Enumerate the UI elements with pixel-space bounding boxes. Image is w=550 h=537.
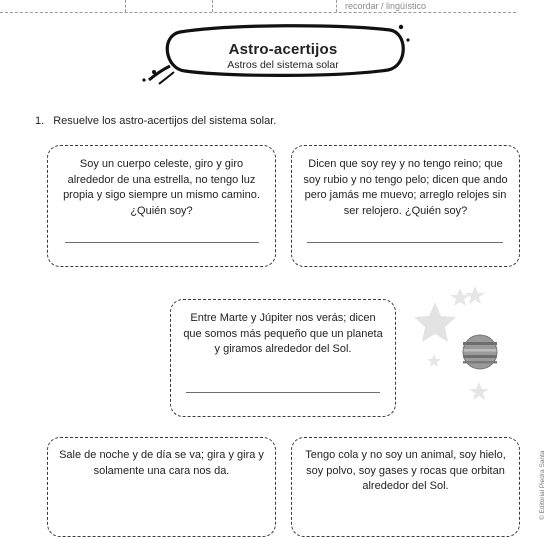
header-divider — [125, 0, 126, 12]
answer-line-1[interactable] — [65, 242, 259, 243]
header-divider — [212, 0, 213, 12]
stars-planet-illustration — [410, 282, 520, 412]
star-icon — [450, 288, 470, 306]
header-skill-note: recordar / lingüístico — [345, 1, 427, 11]
answer-line-3[interactable] — [186, 392, 380, 393]
star-icon — [414, 302, 456, 342]
header-rule — [0, 12, 516, 13]
riddle-text-1: Soy un cuerpo celeste, giro y giro alrededor de una estrella, no tengo luz propia y sigo siempre un mismo camino. ¿Quién soy? — [63, 158, 260, 217]
star-icon — [469, 382, 489, 400]
page-title: Astro-acertijos — [228, 41, 338, 58]
star-icon — [465, 286, 485, 304]
publisher-credit: © Editorial Piedra Santa — [539, 450, 546, 520]
star-icon — [427, 354, 441, 367]
page-subtitle: Astros del sistema solar — [227, 59, 339, 71]
answer-line-2[interactable] — [307, 242, 503, 243]
planet-icon — [463, 335, 497, 369]
instruction — [35, 115, 276, 127]
header-divider — [336, 0, 337, 12]
riddle-text-2: Dicen que soy rey y no tengo reino; que soy rubio y no tengo pelo; dicen que ando pero jamás me muevo; arreglo relojes sin ser relojero. ¿Quién soy? — [303, 158, 508, 217]
instruction-text: Resuelve los astro-acertijos del sistema solar. — [53, 115, 277, 127]
riddle-text-3: Entre Marte y Júpiter nos verás; dicen que somos más pequeño que un planeta y giramos alrededor del Sol. — [183, 312, 383, 355]
riddle-text-4: Sale de noche y de día se va; gira y gira y solamente una cara nos da. — [59, 449, 264, 477]
instruction-number: 1. — [35, 115, 45, 127]
riddle-text-5: Tengo cola y no soy un animal, soy hielo, soy polvo, soy gases y rocas que orbitan alrededor del Sol. — [305, 449, 506, 492]
